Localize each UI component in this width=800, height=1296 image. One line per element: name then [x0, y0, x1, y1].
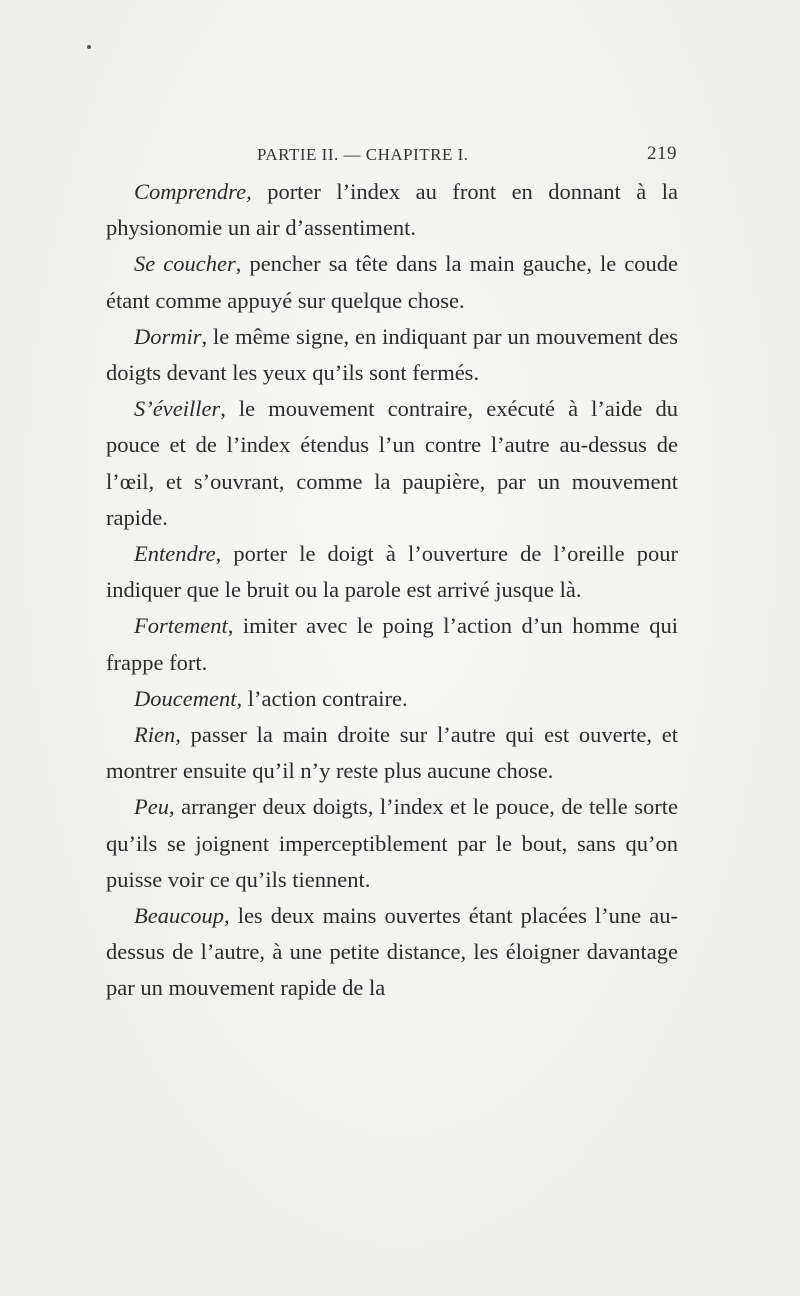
paragraph-beaucoup: [106, 898, 678, 1007]
paragraph-rien: [106, 717, 678, 789]
term-fortement: Fortement: [134, 613, 228, 639]
paragraph-fortement: [106, 608, 678, 680]
term-s-eveiller: S’éveiller: [134, 396, 221, 422]
paragraph-se-coucher: [106, 246, 678, 318]
definition-comprendre: porter l’index au front en donnant à la physionomie un air d’assentiment.: [106, 179, 678, 241]
definition-dormir: , le même signe, en indiquant par un mouvement des doigts devant les yeux qu’ils sont fermés.: [106, 323, 678, 386]
paragraph-s-eveiller: [106, 391, 678, 536]
term-doucement: Doucement,: [134, 685, 243, 711]
definition-se-coucher: , pencher sa tête dans la main gauche, le coude étant comme appuyé sur quelque chose.: [106, 251, 679, 313]
definition-peu: , arranger deux doigts, l’index et le pouce, de telle sorte qu’ils se joignent imperceptiblement par le bout, sans qu’on puisse voir ce qu’ils tiennent.: [106, 794, 678, 892]
paragraph-dormir: [106, 319, 678, 391]
term-se-coucher: Se coucher: [134, 251, 236, 277]
page-number: 219: [647, 143, 677, 164]
term-rien: Rien,: [134, 722, 181, 748]
definition-fortement: , imiter avec le poing l’action d’un homme qui frappe fort.: [106, 613, 678, 675]
ink-speck: [87, 45, 91, 49]
running-header: [257, 145, 677, 167]
definition-entendre: , porter le doigt à l’ouverture de l’oreille pour indiquer que le bruit ou la parole est arrivé jusque là.: [106, 541, 678, 603]
definition-beaucoup: les deux mains ouvertes étant placées l’une au-dessus de l’autre, à une petite distance, les éloigner davantage par un mouvement rapide de la: [106, 903, 678, 1001]
term-dormir: Dormir: [134, 323, 202, 349]
paragraph-doucement: [106, 681, 678, 717]
paragraph-peu: [106, 789, 678, 898]
definition-s-eveiller: , le mouvement contraire, exécuté à l’aide du pouce et de l’index étendus l’un contre l’autre au-dessus de l’œil, et s’ouvrant, comme la paupière, par un mouvement rapide.: [106, 396, 678, 530]
definition-doucement: l’action contraire.: [242, 685, 408, 711]
term-entendre: Entendre: [134, 541, 216, 567]
paragraph-comprendre: [106, 174, 678, 246]
term-beaucoup: Beaucoup,: [134, 903, 230, 929]
definition-rien: passer la main droite sur l’autre qui est ouverte, et montrer ensuite qu’il n’y reste plus aucune chose.: [106, 722, 678, 784]
body-text: [106, 174, 678, 1007]
running-title: PARTIE II. — CHAPITRE I.: [257, 145, 469, 164]
term-peu: Peu: [134, 794, 169, 820]
term-comprendre: Comprendre,: [134, 179, 252, 204]
paragraph-entendre: [106, 536, 678, 608]
